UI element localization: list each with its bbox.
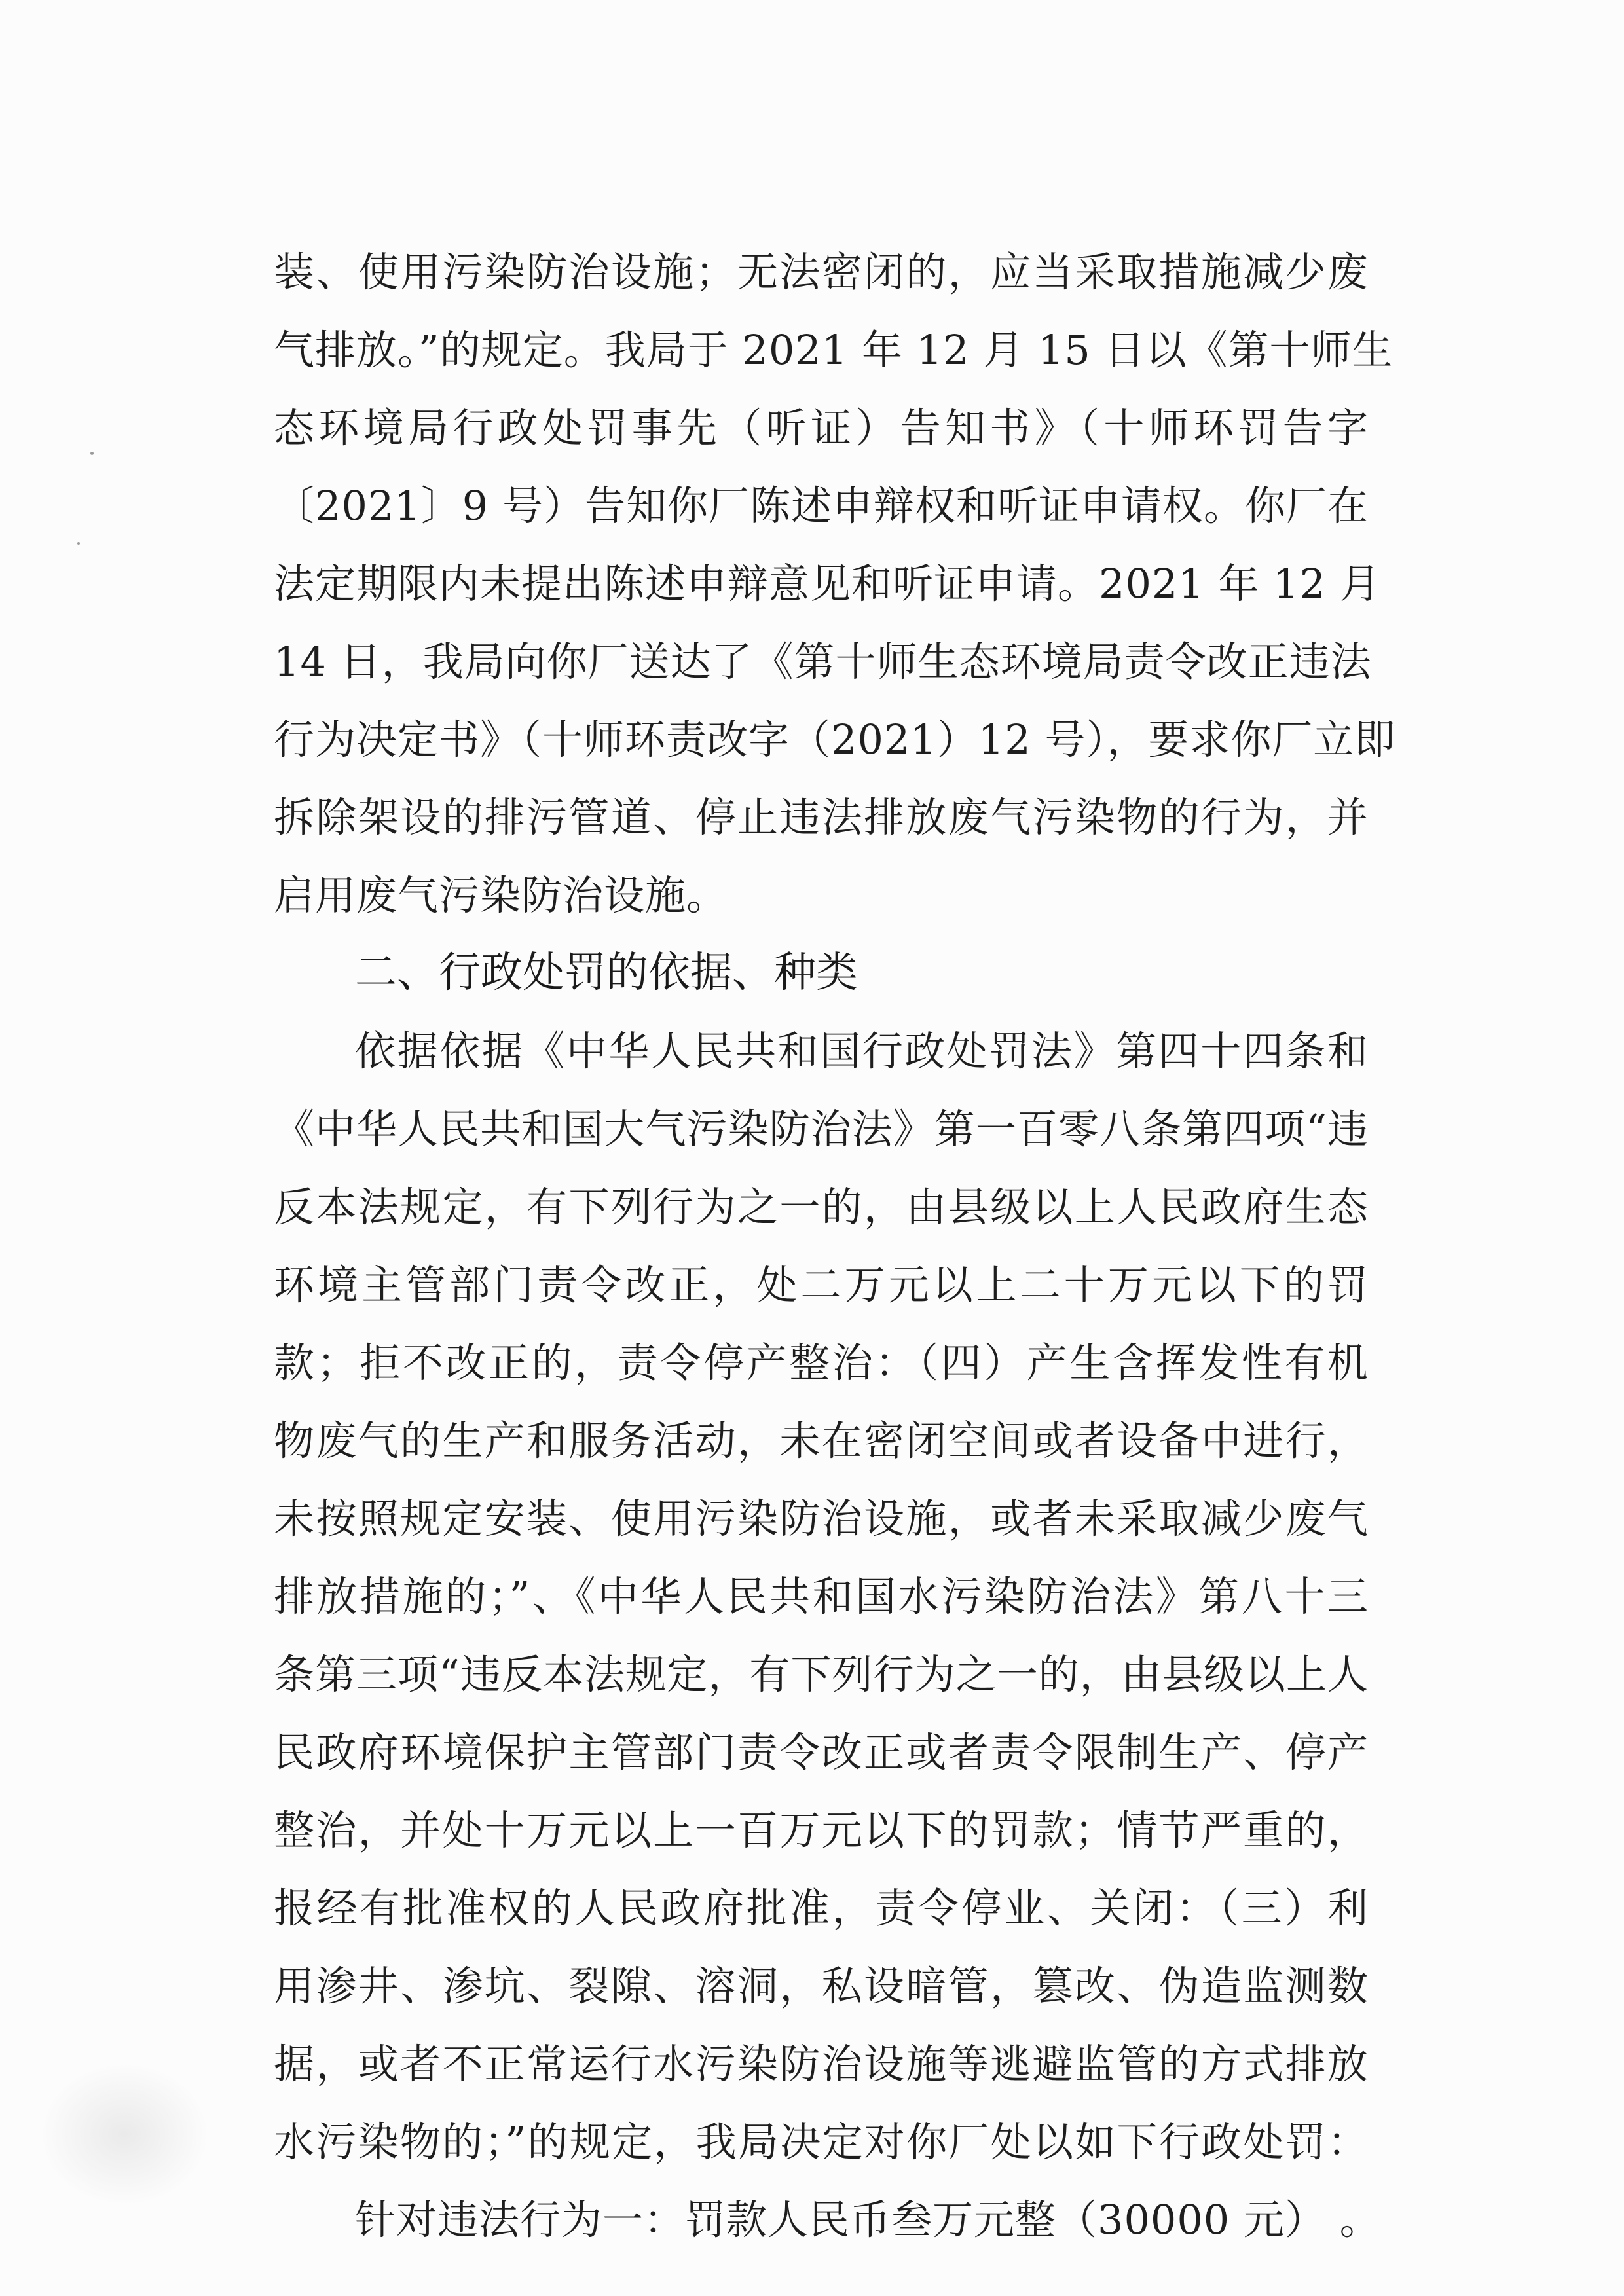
text-line: 用渗井、渗坑、裂隙、溶洞，私设暗管，篡改、伪造监测数 xyxy=(274,1962,1369,2010)
text-line: 款；拒不改正的，责令停产整治：（四）产生含挥发性有机 xyxy=(274,1339,1369,1387)
text-line: 反本法规定，有下列行为之一的，由县级以上人民政府生态 xyxy=(274,1183,1369,1231)
text-line: 环境主管部门责令改正，处二万元以上二十万元以下的罚 xyxy=(274,1261,1369,1309)
scan-speck xyxy=(90,452,94,455)
text-line: 法定期限内未提出陈述申辩意见和听证申请。2021 年 12 月 xyxy=(274,560,1381,608)
text-line: 拆除架设的排污管道、停止违法排放废气污染物的行为，并 xyxy=(274,793,1369,841)
text-line: 依据依据《中华人民共和国行政处罚法》第四十四条和 xyxy=(355,1027,1369,1075)
text-line: 报经有批准权的人民政府批准，责令停业、关闭：（三）利 xyxy=(274,1884,1369,1932)
text-line: 条第三项“违反本法规定，有下列行为之一的，由县级以上人 xyxy=(274,1650,1369,1698)
document-body xyxy=(274,233,1396,2259)
text-line: 气排放。”的规定。我局于 2021 年 12 月 15 日以《第十师生 xyxy=(274,326,1393,374)
text-line: 《中华人民共和国大气污染防治法》第一百零八条第四项“违 xyxy=(274,1105,1369,1153)
text-line: 排放措施的；”、《中华人民共和国水污染防治法》第八十三 xyxy=(274,1573,1369,1620)
text-line: 未按照规定安装、使用污染防治设施，或者未采取减少废气 xyxy=(274,1495,1369,1542)
text-line: 整治，并处十万元以上一百万元以下的罚款；情节严重的， xyxy=(274,1806,1369,1854)
text-line: 〔2021〕9 号）告知你厂陈述申辩权和听证申请权。你厂在 xyxy=(274,482,1369,530)
text-line: 启用废气污染防治设施。 xyxy=(274,871,728,919)
text-line: 民政府环境保护主管部门责令改正或者责令限制生产、停产 xyxy=(274,1728,1369,1776)
section-heading: 二、行政处罚的依据、种类 xyxy=(355,949,858,997)
scan-edge-shading xyxy=(39,2062,210,2206)
text-line: 14 日，我局向你厂送达了《第十师生态环境局责令改正违法 xyxy=(274,638,1372,685)
text-line: 物废气的生产和服务活动，未在密闭空间或者设备中进行， xyxy=(274,1417,1369,1465)
text-line: 据，或者不正常运行水污染防治设施等逃避监管的方式排放 xyxy=(274,2040,1369,2088)
text-line: 水污染物的；”的规定，我局决定对你厂处以如下行政处罚： xyxy=(274,2118,1369,2166)
text-line: 装、使用污染防治设施；无法密闭的，应当采取措施减少废 xyxy=(274,248,1369,296)
text-line: 行为决定书》（十师环责改字（2021）12 号），要求你厂立即 xyxy=(274,716,1396,763)
text-line: 针对违法行为一：罚款人民币叁万元整（30000 元） 。 xyxy=(355,2196,1381,2244)
scan-speck xyxy=(77,542,80,545)
text-line: 态环境局行政处罚事先（听证）告知书》（十师环罚告字 xyxy=(274,404,1369,452)
